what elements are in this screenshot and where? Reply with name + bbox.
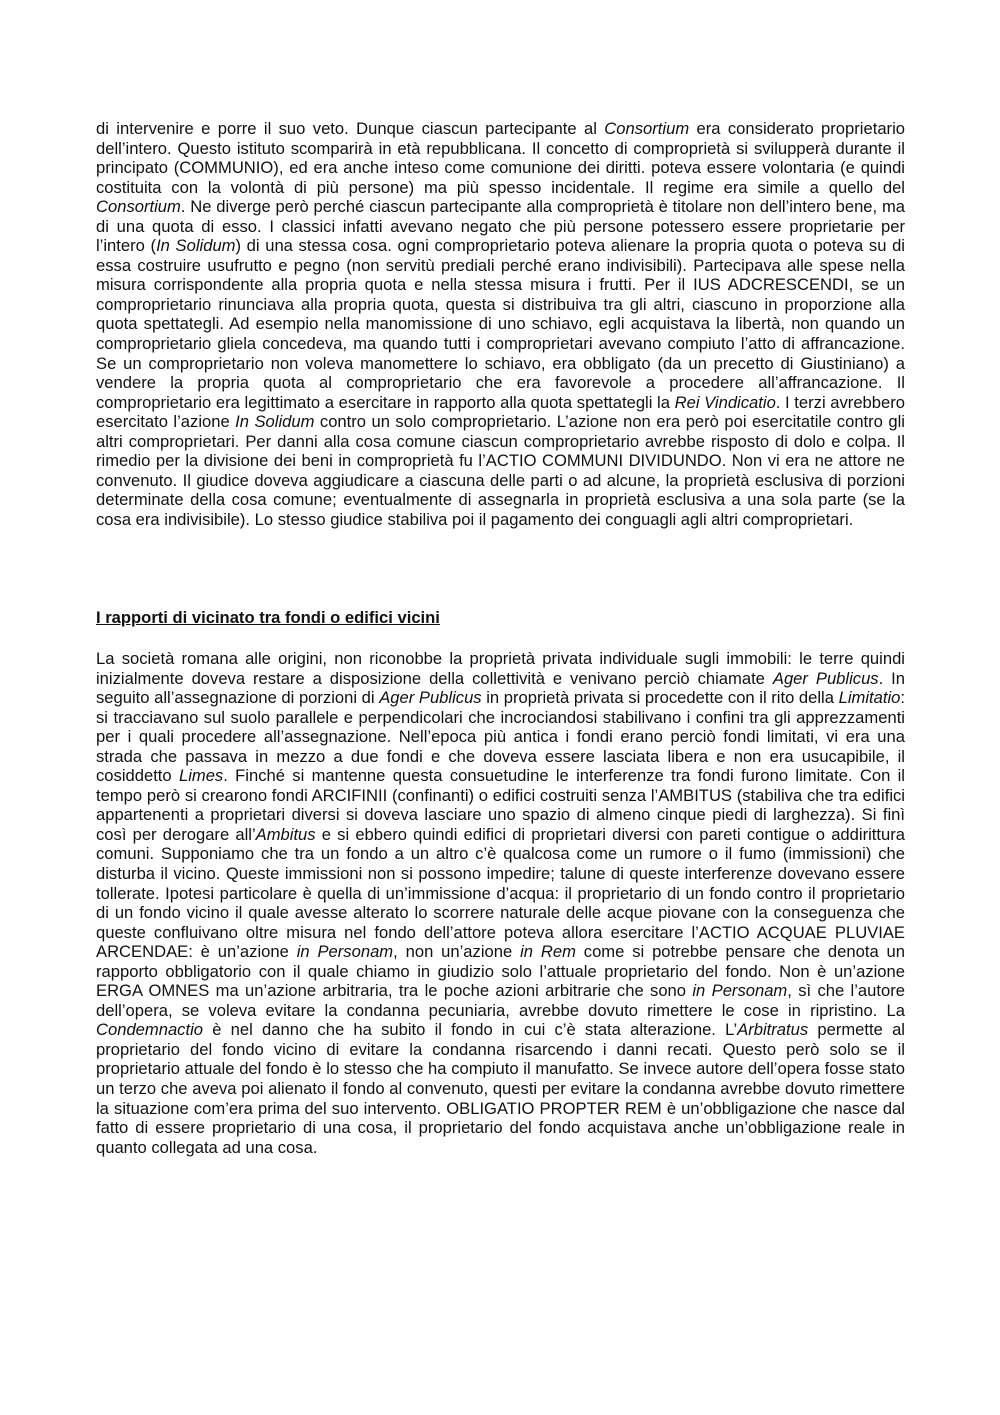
text-run: è nel danno che ha subito il fondo in cui c’è stata alterazione. L’ bbox=[203, 1020, 738, 1040]
text-run: di intervenire e porre il suo veto. Dunque ciascun partecipante al bbox=[96, 119, 605, 138]
italic-term: Ager Publicus bbox=[379, 688, 482, 708]
text-run: era considerato proprietario dell’intero. Questo istituto scomparirà in età repubblicana. Il concetto di comproprietà si svilupperà durante il principato (COMMUNIO), ed era anche inteso come comunione dei diritti. poteva essere volontaria (e quindi costituita con la volontà di più persone) ma più spesso incidentale. Il regime era simile a quello del bbox=[96, 119, 905, 197]
italic-term: Arbitratus bbox=[737, 1020, 809, 1040]
header-mark bbox=[480, 0, 520, 6]
italic-term: In Solidum bbox=[235, 412, 315, 432]
section-heading: I rapporti di vicinato tra fondi o edifici vicini bbox=[96, 608, 440, 627]
italic-term: Ager Publicus bbox=[772, 668, 879, 688]
italic-term: in Personam bbox=[692, 981, 788, 1001]
italic-term: Limitatio bbox=[838, 688, 901, 708]
text-run: contro un solo comproprietario. L’azione non era però poi esercitatile contro gli altri comproprietari. Per danni alla cosa comune ciascun comproprietario avrebbe risposto di dolo e colpa. Il rimedio per la divisione dei beni in comproprietà fu l’ACTIO COMMUNI DIVIDUNDO. Non vi era ne attore ne convenuto. Il giudice doveva aggiudicare a ciascuna delle parti o ad alcune, la proprietà esclusiva di porzioni determinate della cosa comune; eventualmente di assegnarla in proprietà esclusiva a una sola parte (se la cosa era indivisibile). Lo stesso giudice stabiliva poi il pagamento dei conguagli agli altri comproprietari. bbox=[96, 412, 905, 529]
text-run: : si tracciavano sul suolo parallele e perpendicolari che incrociandosi stabilivano i confini tra gli apprezzamenti per i quali procedere all’assegnazione. Nell’epoca più antica i fondi erano perciò fondi limitati, vi era una strada che passava in mezzo a due fondi e che doveva essere lasciata libera e non era usucapibile, il cosiddetto bbox=[96, 688, 906, 786]
italic-term: Condemnactio bbox=[96, 1020, 204, 1040]
text-run: come si potrebbe pensare che denota un rapporto obbligatorio con il quale chiamo in giudizio solo l’attuale proprietario del fondo. Non è un’azione ERGA OMNES ma un’azione arbitraria, tra le poche azioni arbitrarie che sono bbox=[96, 942, 906, 1001]
italic-term: in Personam bbox=[296, 942, 394, 962]
italic-term: Ambitus bbox=[255, 824, 316, 844]
text-run: . Finché si mantenne questa consuetudine le interferenze tra fondi furono limitate. Con il tempo però si crearono fondi ARCIFINII (confinanti) o edifici costruiti senza l’AMBITUS (stabiliva che tra edifici appartenenti a proprietari diversi si doveva lasciare uno spazio di almeno cinque piedi di larghezza). Si finì così per derogare all’ bbox=[96, 766, 905, 844]
text-run: . I terzi avrebbero esercitato l’azione bbox=[96, 392, 905, 432]
text-run: , sì che l’autore dell’opera, se voleva evitare la condanna pecuniaria, avrebbe dovuto rimettere le cose in ripristino. La bbox=[96, 981, 905, 1020]
paragraph-comproprieta bbox=[96, 119, 905, 529]
text-run: . In seguito all’assegnazione di porzioni di bbox=[96, 668, 906, 708]
text-run: in proprietà privata si procedette con il rito della bbox=[481, 688, 839, 708]
italic-term: Consortium bbox=[604, 119, 690, 138]
italic-term: Consortium bbox=[96, 197, 181, 217]
italic-term: in Rem bbox=[520, 942, 576, 962]
text-run: . Ne diverge però perché ciascun partecipante alla comproprietà è titolare non dell’intero bene, ma di una quota di esso. I classici infatti avevano negato che più persone potessero essere proprietarie per l’intero ( bbox=[96, 197, 905, 256]
italic-term: In Solidum bbox=[156, 236, 236, 256]
paragraph-vicinato bbox=[96, 649, 905, 1157]
text-run: e si ebbero quindi edifici di proprietari diversi con pareti contigue o addirittura comuni. Supponiamo che tra un fondo a un altro c’è qualcosa come un rumore o il fumo (immissioni) che disturba il vicino. Queste immissioni non si possono impedire; talune di queste interferenze dovevano essere tollerate. Ipotesi particolare è quella di un’immissione d’acqua: il proprietario di un fondo contro il proprietario di un fondo vicino il quale avesse alterato lo scorrere naturale delle acque piovane con la conseguenza che queste confluivano oltre misura nel fondo dell’attore poteva allora esercitare l’ACTIO ACQUAE PLUVIAE ARCENDAE: è un’azione bbox=[96, 824, 905, 962]
text-run: ) di una stessa cosa. ogni comproprietario poteva alienare la propria quota o poteva su di essa costruire usufrutto e pegno (non servitù prediali perché erano indivisibili). Partecipava alle spese nella misura corrispondente alla propria quota e nella stessa misura i frutti. Per il IUS ADCRESCENDI, se un comproprietario rinunciava alla propria quota, questa si distribuiva tra gli altri, ciascuno in proporzione alla quota spettategli. Ad esempio nella manomissione di uno schiavo, egli acquistava la libertà, non quando un comproprietario gliela concedeva, ma quando tutti i comproprietari avevano compiuto l’atto di affrancazione. Se un comproprietario non voleva manomettere lo schiavo, era obbligato (da un precetto di Giustiniano) a vendere la propria quota al comproprietario che era favorevole a procedere all’affrancazione. Il comproprietario era legittimato a esercitare in rapporto alla quota spettategli la bbox=[96, 236, 905, 412]
text-run: , non un’azione bbox=[393, 942, 521, 962]
italic-term: Limes bbox=[178, 766, 224, 786]
text-run: permette al proprietario del fondo vicino di evitare la condanna risarcendo i danni recati. Questo però solo se il proprietario attuale del fondo è lo stesso che ha compiuto il manufatto. Se invece autore dell’opera fosse stato un terzo che aveva poi alienato il fondo al convenuto, questi per evitare la condanna avrebbe dovuto rimettere la situazione com’era prima del suo intervento. OBLIGATIO PROPTER REM è un’obbligazione che nasce dal fatto di essere proprietario di una cosa, il proprietario del fondo acquistava anche un’obbligazione reale in quanto collegata ad una cosa. bbox=[96, 1020, 905, 1157]
italic-term: Rei Vindicatio bbox=[674, 392, 776, 412]
text-run: La società romana alle origini, non riconobbe la proprietà privata individuale sugli immobili: le terre quindi inizialmente doveva restare a disposizione della collettività e venivano perciò chiamate bbox=[96, 649, 905, 688]
